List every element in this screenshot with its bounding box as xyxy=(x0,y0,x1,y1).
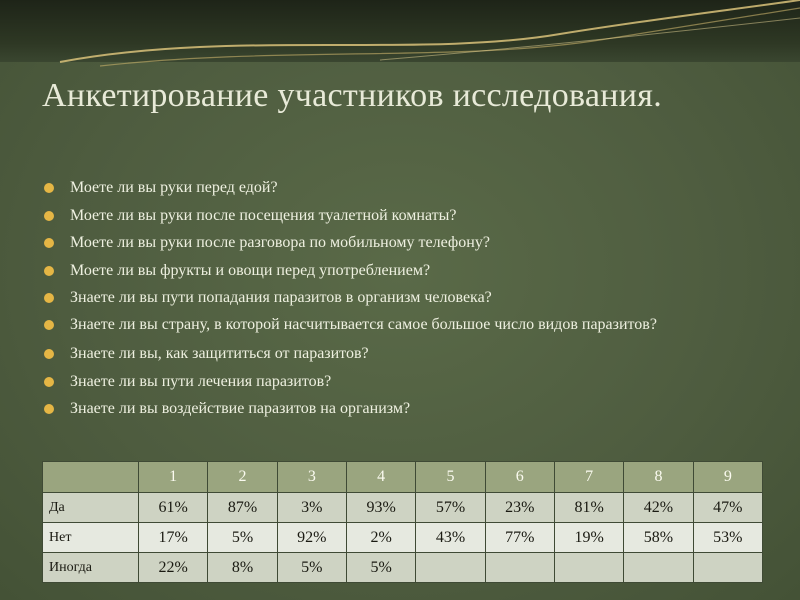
question-text: Моете ли вы руки перед едой? xyxy=(70,179,278,196)
bullet-icon xyxy=(44,404,54,414)
table-header-cell: 4 xyxy=(346,462,415,493)
table-cell: 92% xyxy=(277,523,346,553)
table-header-cell: 1 xyxy=(139,462,208,493)
table-header-cell: 2 xyxy=(208,462,277,493)
table-cell: 43% xyxy=(416,523,485,553)
table-cell xyxy=(693,553,762,583)
bullet-icon xyxy=(44,183,54,193)
question-text: Знаете ли вы пути лечения паразитов? xyxy=(70,372,332,390)
table-cell: 61% xyxy=(139,493,208,523)
table-header-cell: 3 xyxy=(277,462,346,493)
bullet-icon xyxy=(44,211,54,221)
table-cell: 57% xyxy=(416,493,485,523)
table-cell: 22% xyxy=(139,553,208,583)
table-header-cell: 6 xyxy=(485,462,554,493)
table-cell: 3% xyxy=(277,493,346,523)
table-header-cell xyxy=(43,462,139,493)
question-item xyxy=(42,312,782,337)
question-item xyxy=(42,174,782,202)
table-cell: 81% xyxy=(554,493,623,523)
table-cell: 93% xyxy=(346,493,415,523)
table-row xyxy=(43,493,763,523)
question-item xyxy=(42,284,782,312)
question-text: Знаете ли вы пути попадания паразитов в организм человека? xyxy=(70,289,492,307)
table-cell: 5% xyxy=(208,523,277,553)
survey-results-table xyxy=(42,461,763,583)
question-text: Моете ли вы руки после посещения туалетной комнаты? xyxy=(70,206,457,224)
row-label: Да xyxy=(43,493,139,523)
table-cell: 2% xyxy=(346,523,415,553)
table-cell: 77% xyxy=(485,523,554,553)
question-item xyxy=(42,202,782,230)
table-cell: 19% xyxy=(554,523,623,553)
table-row xyxy=(43,553,763,583)
table-header-cell: 5 xyxy=(416,462,485,493)
bullet-icon xyxy=(44,320,54,330)
question-list xyxy=(42,174,782,423)
question-item xyxy=(42,257,782,285)
table-cell: 8% xyxy=(208,553,277,583)
table-cell: 87% xyxy=(208,493,277,523)
table-row xyxy=(43,523,763,553)
decorative-swoosh xyxy=(0,0,800,70)
bullet-icon xyxy=(44,293,54,303)
bullet-icon xyxy=(44,266,54,276)
table-cell: 42% xyxy=(624,493,693,523)
row-label: Иногда xyxy=(43,553,139,583)
table-cell: 5% xyxy=(277,553,346,583)
question-item xyxy=(42,229,782,257)
question-text: Знаете ли вы, как защититься от паразитов? xyxy=(70,344,369,362)
slide-title: Анкетирование участников исследования. xyxy=(42,77,663,114)
bullet-icon xyxy=(44,377,54,387)
table-cell xyxy=(624,553,693,583)
table-cell: 23% xyxy=(485,493,554,523)
table-header-cell: 7 xyxy=(554,462,623,493)
question-text: Знаете ли вы страну, в которой насчитывается самое большое число видов паразитов? xyxy=(70,315,657,333)
table-header-cell: 8 xyxy=(624,462,693,493)
table-header-cell: 9 xyxy=(693,462,762,493)
table-cell: 47% xyxy=(693,493,762,523)
bullet-icon xyxy=(44,349,54,359)
question-text: Моете ли вы руки после разговора по мобильному телефону? xyxy=(70,234,490,252)
table-cell xyxy=(485,553,554,583)
row-label: Нет xyxy=(43,523,139,553)
table-cell xyxy=(416,553,485,583)
table-cell: 5% xyxy=(346,553,415,583)
table-cell: 58% xyxy=(624,523,693,553)
question-text: Моете ли вы фрукты и овощи перед употреблением? xyxy=(70,261,431,279)
question-text: Знаете ли вы воздействие паразитов на организм? xyxy=(70,400,411,418)
question-item xyxy=(42,395,782,423)
table-cell xyxy=(554,553,623,583)
table-header-row xyxy=(43,462,763,493)
bullet-icon xyxy=(44,238,54,248)
question-item xyxy=(42,340,782,368)
table-cell: 17% xyxy=(139,523,208,553)
table-cell: 53% xyxy=(693,523,762,553)
question-item xyxy=(42,368,782,396)
